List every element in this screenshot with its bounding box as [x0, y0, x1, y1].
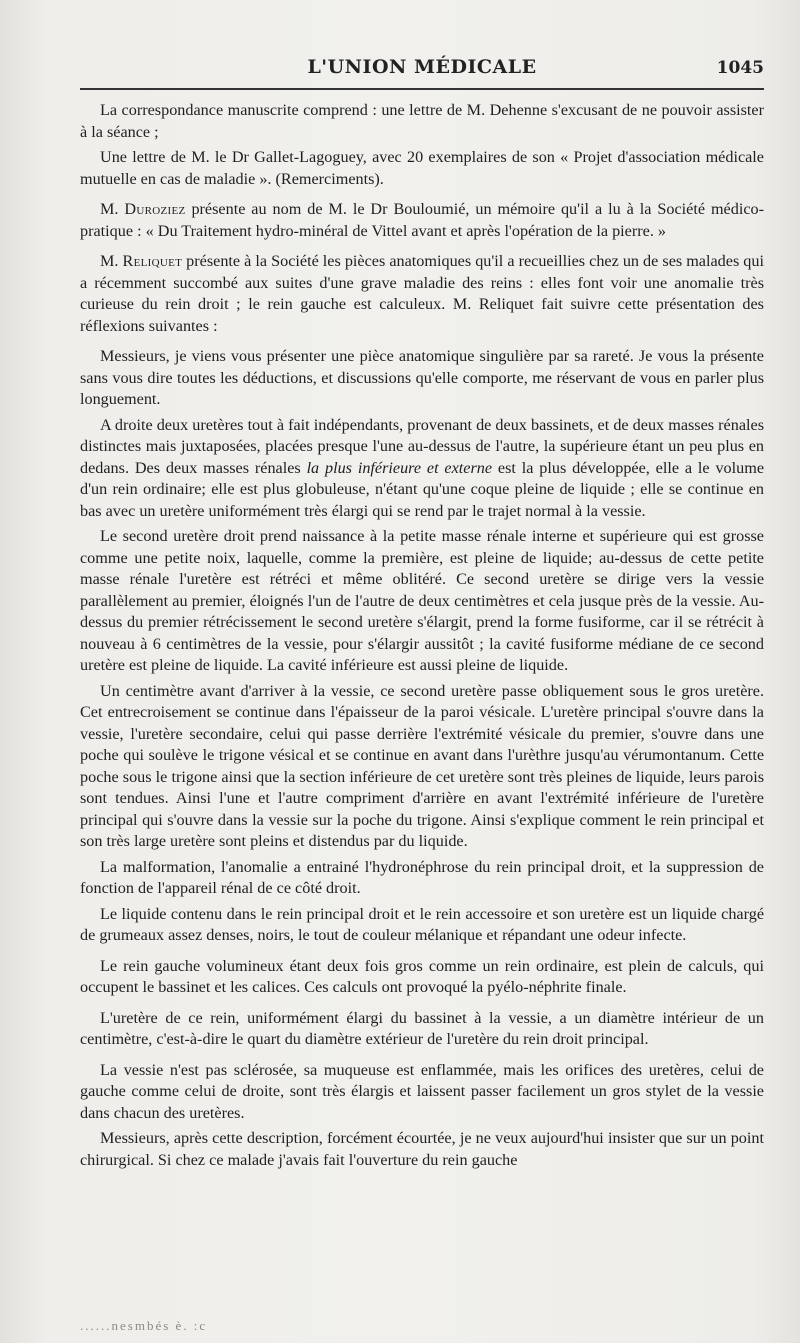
paragraph-messieurs: Messieurs, je viens vous présenter une pièce anatomique singulière par sa rareté. Je vous la présente sans vous dire toutes les déductions, et discussions qu'elle comporte, me réservant de vous en parler plus longuement. — [80, 347, 764, 408]
article-body — [80, 100, 764, 1175]
paragraph-duroziez: M. Duroziez présente au nom de M. le Dr Bouloumié, un mémoire qu'il a lu à la Société médico-pratique : « Du Traitement hydro-minéral de Vittel avant et après l'opération de la pierre. » — [80, 200, 764, 240]
header-rule — [80, 88, 764, 90]
page-number: 1045 — [716, 58, 764, 78]
paragraph-uretere-rein: L'uretère de ce rein, uniformément élargi du bassinet à la vessie, a un diamètre intérieur de un centimètre, c'est-à-dire le quart du diamètre extérieur de l'uretère du rein droit principal. — [80, 1008, 764, 1048]
speaker-name: Reliquet — [122, 252, 183, 270]
paragraph-vessie: La vessie n'est pas sclérosée, sa muqueuse est enflammée, mais les orifices des uretères, celui de gauche comme celui de droite, sont très élargis et laissent passer facilement un gros stylet de la vessie dans chacun des uretères. — [80, 1060, 764, 1122]
paragraph-conclusion: Messieurs, après cette description, forcément écourtée, je ne veux aujourd'hui insister que sur un point chirurgical. Si chez ce malade j'avais fait l'ouverture du rein gauche — [80, 1129, 764, 1169]
running-title: L'UNION MÉDICALE — [307, 56, 537, 78]
paragraph-centimetre: Un centimètre avant d'arriver à la vessie, ce second uretère passe obliquement sous le gros uretère. Cet entrecroisement se continue dans l'épaisseur de la paroi vésicale. L'uretère principal s'ouvre dans la vessie, l'uretère secondaire, celui qui passe derrière l'extrémité vésicale du premier, s'ouvre dans une poche qui soulève le trigone vésical et se continue en avant dans l'urèthre jusqu'au vérumontanum. Cette poche sous le trigone ainsi que la section inférieure de cet uretère sont très pleines de liquide, leurs parois sont tendues. Ainsi l'une et l'autre compriment d'arrière en avant l'extrémité inférieure de l'uretère principal qui s'ouvre dans la vessie sur la poche du trigone. Ainsi s'explique comment le rein principal et son très large uretère sont pleins et distendus par du liquide. — [80, 681, 764, 850]
paragraph-correspondence: La correspondance manuscrite comprend : une lettre de M. Dehenne s'excusant de ne pouvoir assister à la séance ; — [80, 101, 764, 141]
paragraph-second-uretere: Le second uretère droit prend naissance à la petite masse rénale interne et supérieure qui est grosse comme une petite noix, laquelle, comme la première, est pleine de liquide; au-dessus de cette petite masse rénale l'uretère est rétréci et même oblitéré. Ce second uretère se dirige vers la vessie parallèlement au premier, éloignés l'un de l'autre de deux centimètres et cela jusque près de la vessie. Au-dessus du premier rétrécissement le second uretère s'élargit, prend la forme fusiforme, car il se rétrécit à nouveau à 6 centimètres de la vessie, pour s'élargir aussitôt ; la cavité fusiforme médiane de ce second uretère est pleine de liquide. La cavité inférieure est aussi pleine de liquide. — [80, 527, 764, 674]
page-header — [80, 52, 764, 82]
paragraph-malformation: La malformation, l'anomalie a entrainé l'hydronéphrose du rein principal droit, et la suppression de fonction de l'appareil rénal de ce côté droit. — [80, 857, 764, 897]
paragraph-reliquet: M. Reliquet présente à la Société les pièces anatomiques qu'il a recueillies chez un de ses malades qui a récemment succombé aux suites d'une grave maladie des reins : elles font voir une anomalie très curieuse du rein droit ; le rein gauche est calculeux. M. Reliquet fait suivre cette présentation des réflexions suivantes : — [80, 252, 764, 335]
paragraph-liquide: Le liquide contenu dans le rein principal droit et le rein accessoire et son uretère est un liquide chargé de grumeaux assez denses, noirs, le tout de couleur mélanique et répandant une odeur infecte. — [80, 904, 764, 944]
paragraph-rein-gauche: Le rein gauche volumineux étant deux fois gros comme un rein ordinaire, est plein de calculs, qui occupent le bassinet et les calices. Ces calculs ont provoqué la pyélo-néphrite finale. — [80, 956, 764, 996]
paragraph-droite: A droite deux uretères tout à fait indépendants, provenant de deux bassinets, et de deux masses rénales distinctes mais juxtaposées, placées presque l'une au-dessus de l'autre, la supérieure étant un peu plus en dedans. Des deux masses rénales la plus inférieure et externe est la plus développée, elle a le volume d'un rein ordinaire; elle est plus globuleuse, n'étant qu'une coque pleine de liquide ; elle se continue en bas avec un uretère uniformément très élargi qui se rend par le trajet normal à la vessie. — [80, 415, 764, 520]
paragraph-letter: Une lettre de M. le Dr Gallet-Lagoguey, avec 20 exemplaires de son « Projet d'association médicale mutuelle en cas de maladie ». (Remerciments). — [80, 148, 764, 188]
speaker-name: Duroziez — [124, 200, 186, 218]
footer-fragment: ......nesmbés è. :c — [80, 1318, 208, 1333]
